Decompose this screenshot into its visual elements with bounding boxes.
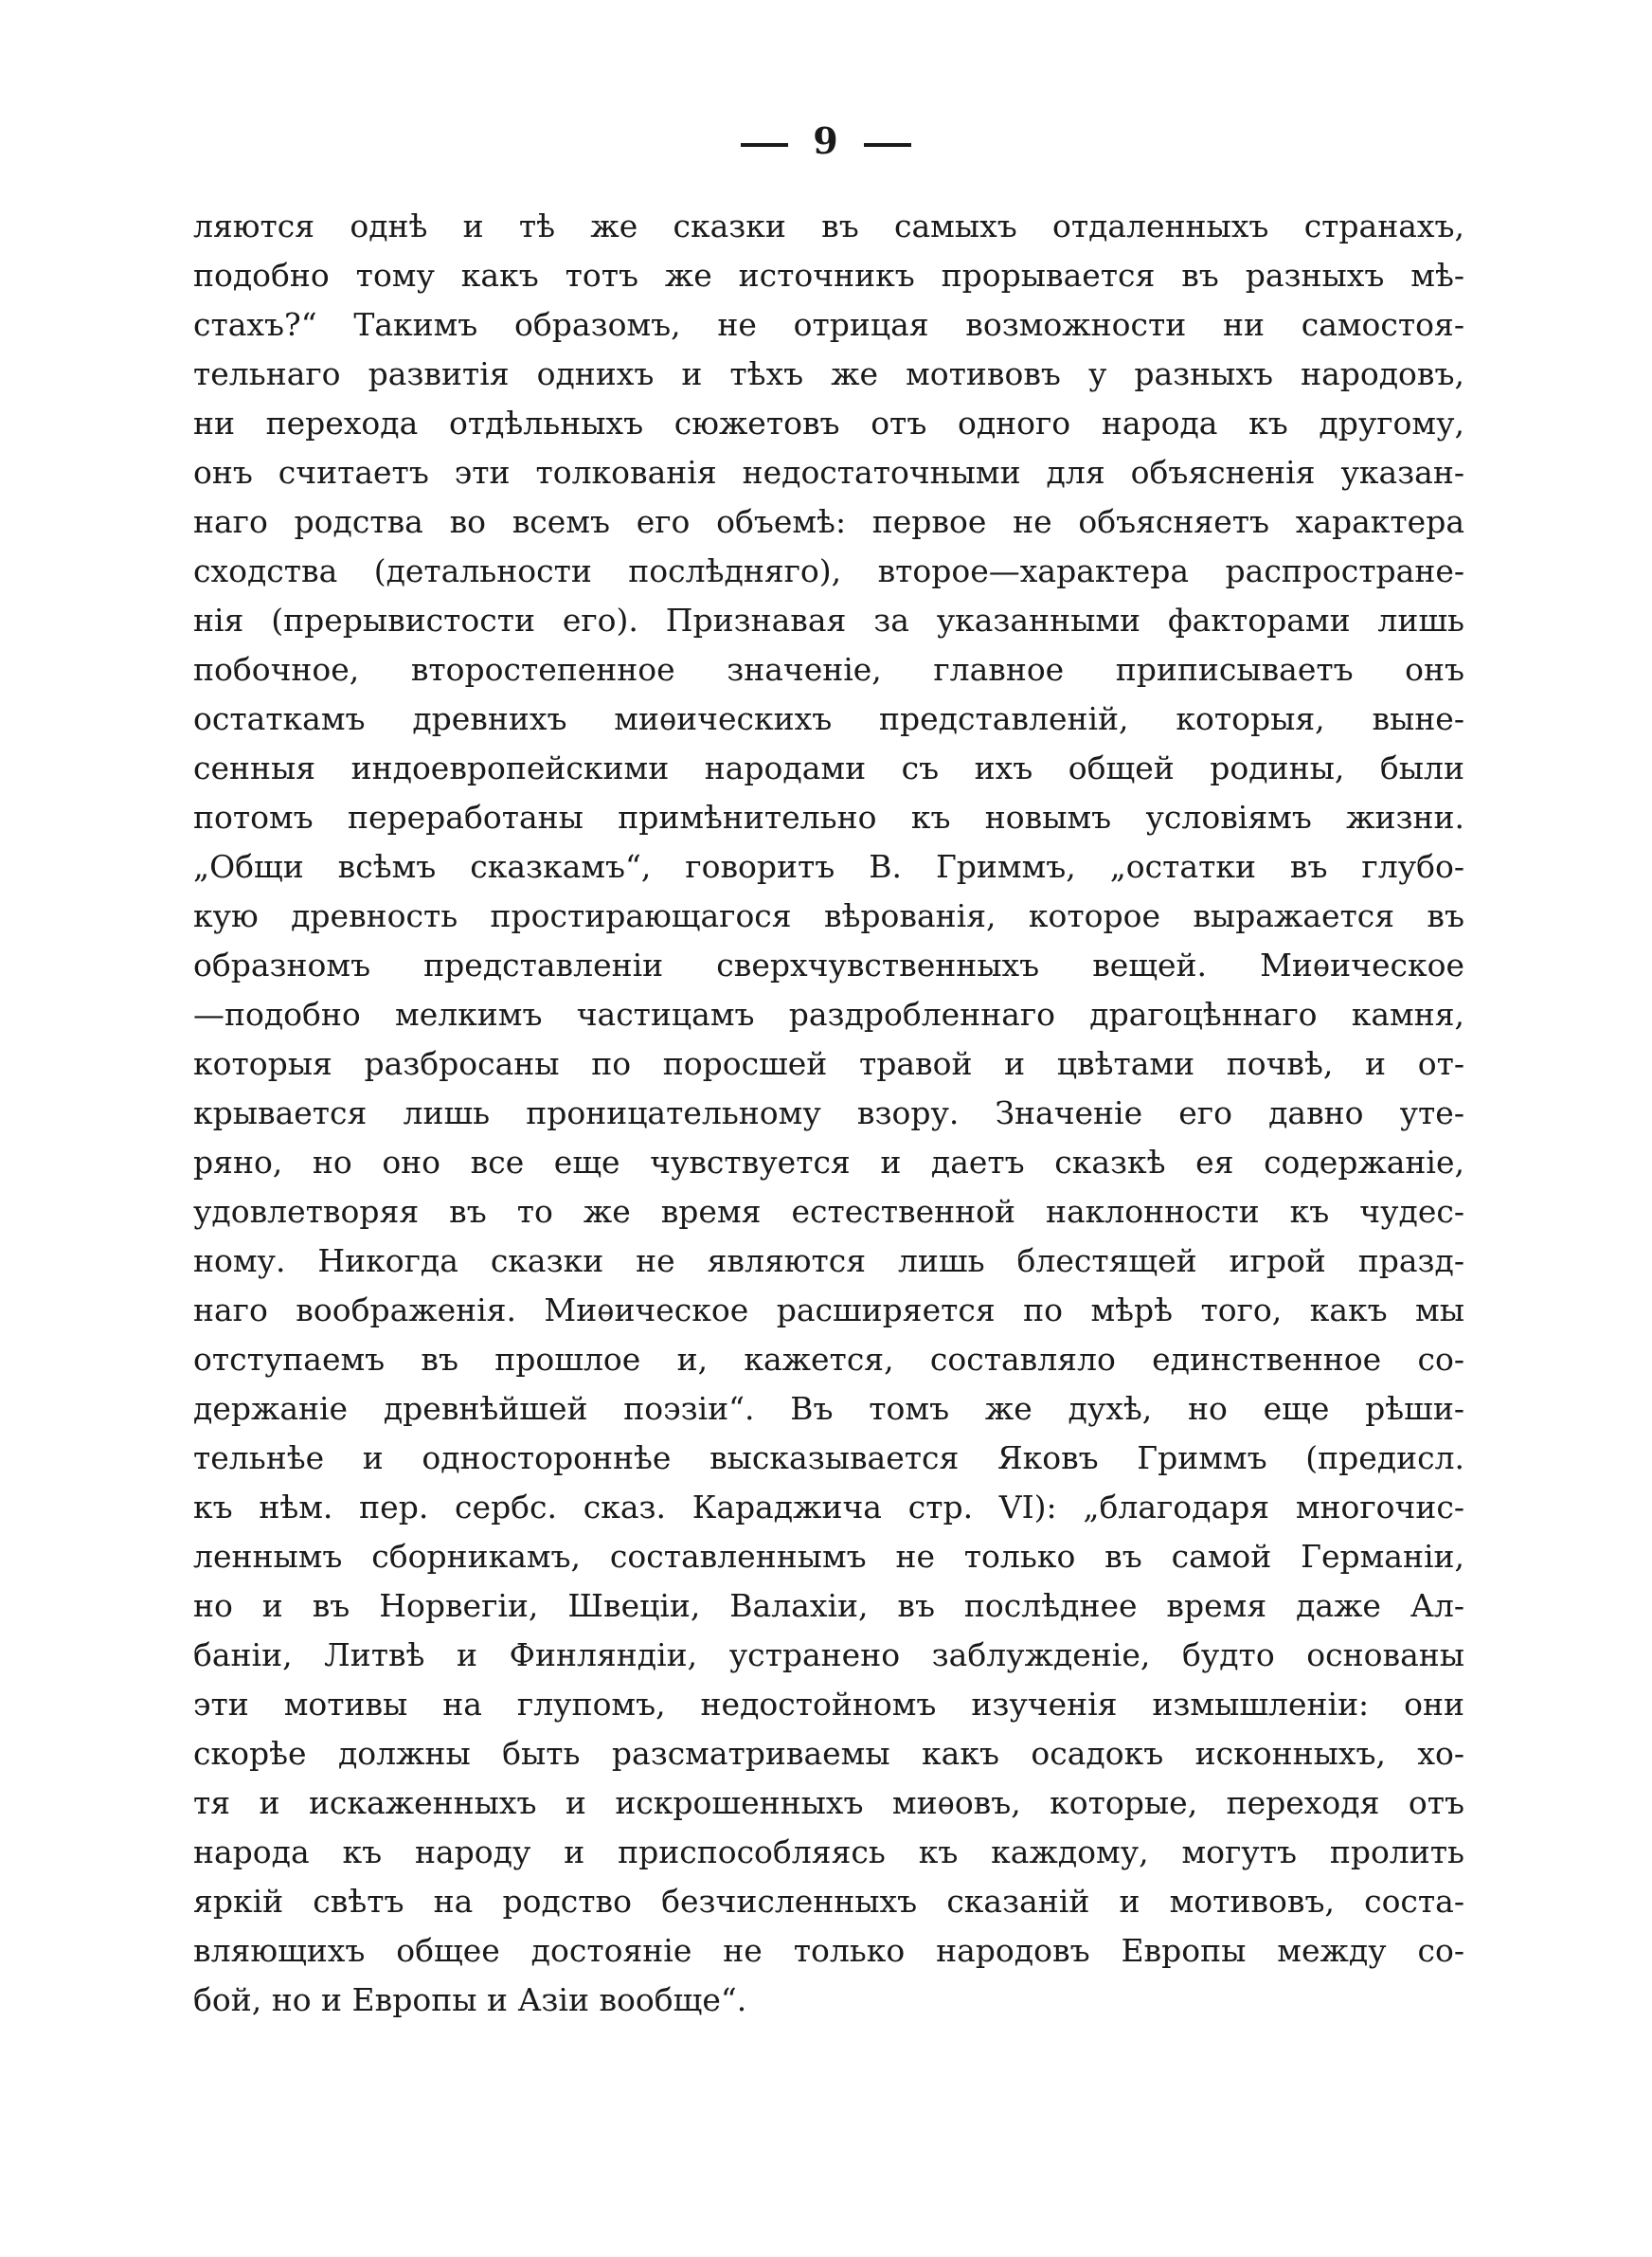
text-line: ни перехода отдѣльныхъ сюжетовъ отъ одного народа къ другому, — [193, 405, 1464, 442]
text-line: которыя разбросаны по поросшей травой и цвѣтами почвѣ, и от- — [193, 1045, 1464, 1082]
text-line: ному. Никогда сказки не являются лишь блестящей игрой празд- — [193, 1242, 1464, 1279]
text-line: къ нѣм. пер. сербс. сказ. Караджича стр. VI): „благодаря многочис- — [193, 1489, 1464, 1526]
text-line: нія (прерывистости его). Признавая за указанными факторами лишь — [193, 602, 1464, 639]
text-line: тельнѣе и одностороннѣе высказывается Яковъ Гриммъ (предисл. — [193, 1439, 1464, 1476]
text-line: ряно, но оно все еще чувствуется и даетъ сказкѣ ея содержаніе, — [193, 1144, 1464, 1181]
text-line: отступаемъ въ прошлое и, кажется, составляло единственное со- — [193, 1341, 1464, 1378]
body-text — [193, 202, 1464, 2025]
text-line: онъ считаетъ эти толкованія недостаточными для объясненія указан- — [193, 454, 1464, 491]
right-dash — [864, 143, 911, 147]
text-line: но и въ Норвегіи, Швеціи, Валахіи, въ послѣднее время даже Ал- — [193, 1587, 1464, 1624]
text-line: леннымъ сборникамъ, составленнымъ не только въ самой Германіи, — [193, 1538, 1464, 1575]
page-number-header — [0, 119, 1652, 162]
text-line: народа къ народу и приспособляясь къ каждому, могутъ пролить — [193, 1833, 1464, 1870]
left-dash — [741, 143, 788, 147]
text-line: побочное, второстепенное значеніе, главное приписываетъ онъ — [193, 651, 1464, 688]
text-line: сенныя индоевропейскими народами съ ихъ общей родины, были — [193, 749, 1464, 786]
text-line: тя и искаженныхъ и искрошенныхъ миѳовъ, которые, переходя отъ — [193, 1784, 1464, 1821]
text-line: крывается лишь проницательному взору. Значеніе его давно уте- — [193, 1094, 1464, 1131]
text-line: удовлетворяя въ то же время естественной наклонности къ чудес- — [193, 1193, 1464, 1230]
text-line: „Общи всѣмъ сказкамъ“, говоритъ В. Гриммъ, „остатки въ глубо- — [193, 848, 1464, 885]
text-line: потомъ переработаны примѣнительно къ новымъ условіямъ жизни. — [193, 799, 1464, 836]
text-line: скорѣе должны быть разсматриваемы какъ осадокъ исконныхъ, хо- — [193, 1735, 1464, 1772]
text-line: образномъ представленіи сверхчувственныхъ вещей. Миѳическое — [193, 947, 1464, 984]
text-line: яркій свѣтъ на родство безчисленныхъ сказаній и мотивовъ, соста- — [193, 1883, 1464, 1920]
text-line-last: бой, но и Европы и Азіи вообще“. — [193, 1981, 747, 2018]
text-line: сходства (детальности послѣдняго), второе—характера распростране- — [193, 552, 1464, 589]
text-line: остаткамъ древнихъ миѳическихъ представленій, которыя, выне- — [193, 700, 1464, 737]
text-line: эти мотивы на глупомъ, недостойномъ изученія измышленіи: они — [193, 1686, 1464, 1723]
text-line: баніи, Литвѣ и Финляндіи, устранено заблужденіе, будто основаны — [193, 1636, 1464, 1673]
text-line: кую древность простирающагося вѣрованія, которое выражается въ — [193, 897, 1464, 934]
text-line: держаніе древнѣйшей поэзіи“. Въ томъ же духѣ, но еще рѣши- — [193, 1390, 1464, 1427]
text-line: тельнаго развитія однихъ и тѣхъ же мотивовъ у разныхъ народовъ, — [193, 355, 1464, 392]
text-line: вляющихъ общее достояніе не только народовъ Европы между со- — [193, 1932, 1464, 1969]
text-line: наго родства во всемъ его объемѣ: первое не объясняетъ характера — [193, 503, 1464, 540]
text-line: подобно тому какъ тотъ же источникъ прорывается въ разныхъ мѣ- — [193, 257, 1464, 294]
text-line: наго воображенія. Миѳическое расширяется по мѣрѣ того, какъ мы — [193, 1291, 1464, 1328]
text-line: ляются однѣ и тѣ же сказки въ самыхъ отдаленныхъ странахъ, — [193, 208, 1464, 244]
text-line: —подобно мелкимъ частицамъ раздробленнаго драгоцѣннаго камня, — [193, 996, 1464, 1033]
page-number: 9 — [813, 119, 839, 162]
text-line: стахъ?“ Такимъ образомъ, не отрицая возможности ни самостоя- — [193, 306, 1464, 343]
